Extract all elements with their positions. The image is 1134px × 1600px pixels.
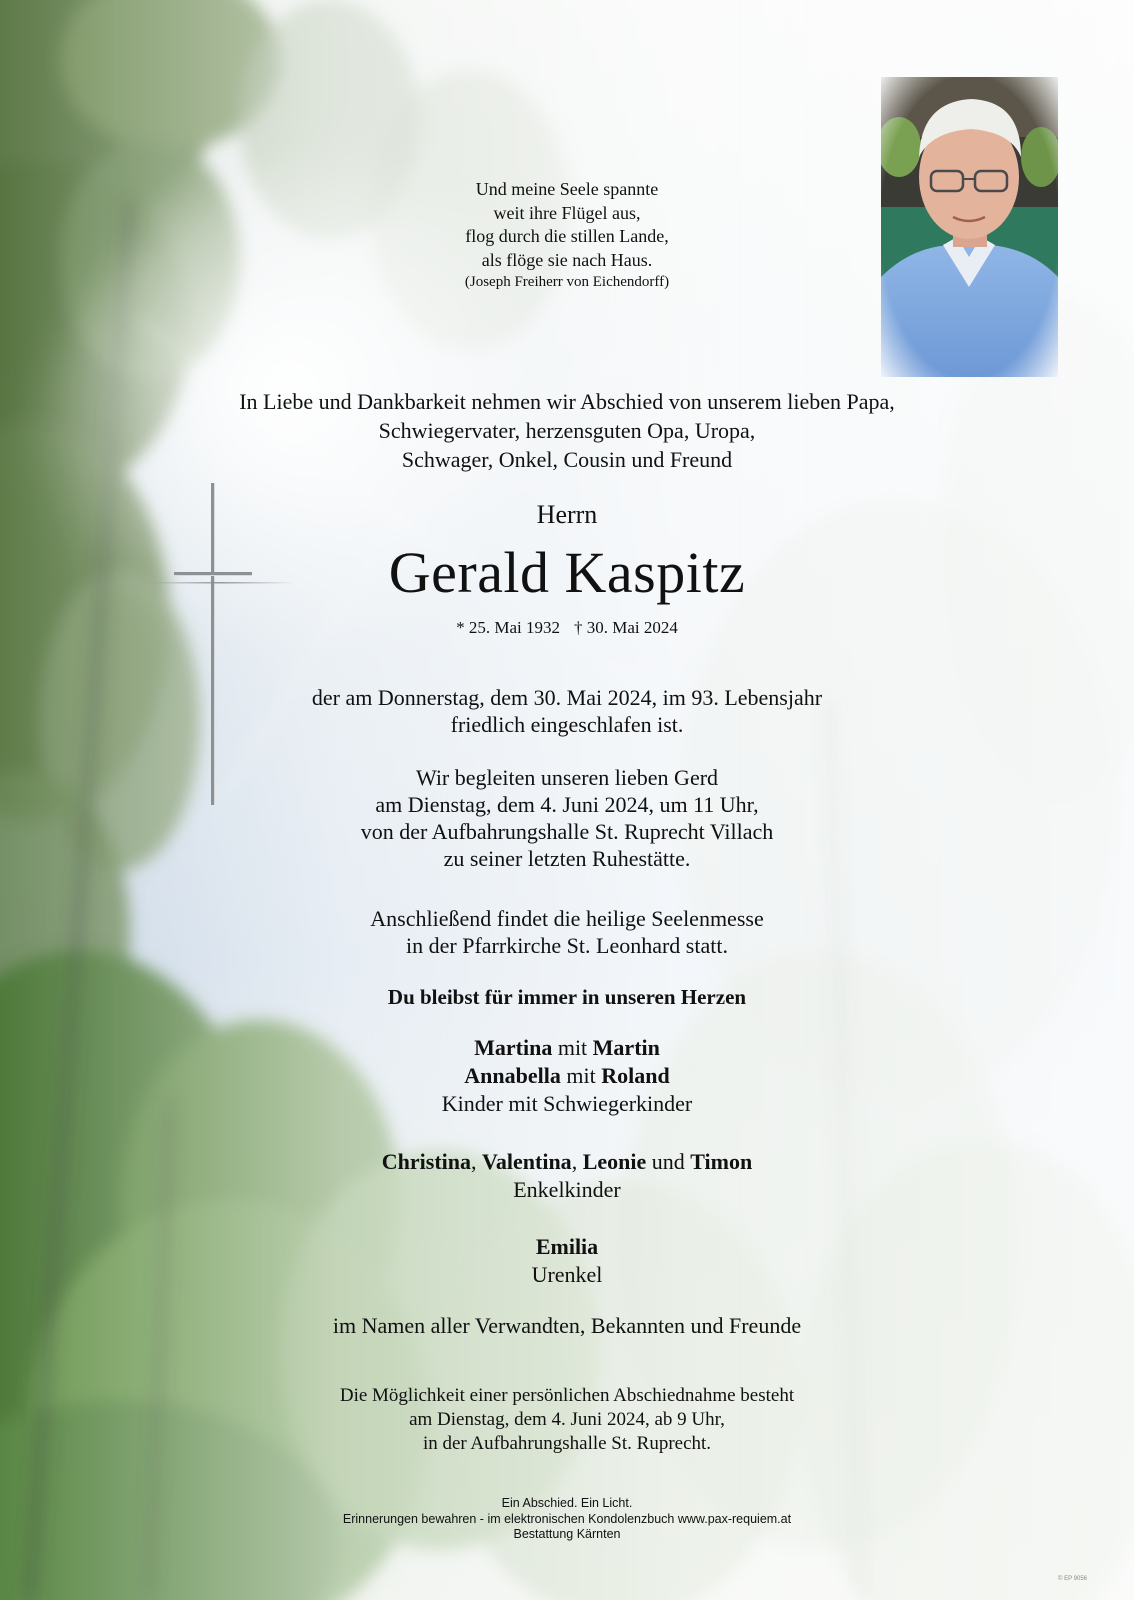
- separator: und: [646, 1149, 691, 1174]
- deceased-name: Gerald Kaspitz: [388, 540, 746, 605]
- greatgrandchild-name: Emilia: [535, 1234, 599, 1259]
- connector: mit: [552, 1035, 593, 1060]
- paragraph-line: friedlich eingeschlafen ist.: [450, 712, 684, 737]
- grandchildren-row: [0, 1148, 1134, 1176]
- poem-line: flog durch die stillen Lande,: [465, 226, 669, 246]
- children-row: [0, 1062, 1134, 1090]
- children-row: [0, 1034, 1134, 1062]
- motto: Du bleibst für immer in unseren Herzen: [387, 985, 747, 1009]
- paragraph-line: Wir begleiten unseren lieben Gerd: [415, 765, 719, 790]
- footer-line: Erinnerungen bewahren - im elektronischen Kondolenzbuch www.pax-requiem.at: [342, 1511, 792, 1526]
- grandchildren-group: [0, 1148, 1134, 1204]
- greatgrandchildren-label: Urenkel: [531, 1262, 603, 1287]
- child-name: Martina: [474, 1035, 553, 1060]
- funeral-paragraph: [0, 764, 1134, 872]
- footer-line: Ein Abschied. Ein Licht.: [501, 1496, 633, 1510]
- poem-line: als flöge sie nach Haus.: [481, 249, 653, 270]
- copyright-mark: © EP 9056: [1058, 1576, 1087, 1582]
- paragraph-line: zu seiner letzten Ruhestätte.: [443, 846, 691, 871]
- intro-line: Schwager, Onkel, Cousin und Freund: [401, 447, 733, 472]
- paragraph-line: von der Aufbahrungshalle St. Ruprecht Villach: [360, 819, 774, 844]
- viewing-line: am Dienstag, dem 4. Juni 2024, ab 9 Uhr,: [409, 1409, 725, 1430]
- life-dates: [0, 617, 1134, 639]
- poem-line: weit ihre Flügel aus,: [493, 202, 641, 223]
- closing-line: im Namen aller Verwandten, Bekannten und Freunde: [332, 1313, 802, 1338]
- grandchild-name: Timon: [690, 1149, 753, 1174]
- viewing-line: Die Möglichkeit einer persönlichen Abschiednahme besteht: [339, 1385, 795, 1406]
- intro-text: [0, 387, 1134, 474]
- birth-date: * 25. Mai 1932: [456, 618, 560, 637]
- child-name: Roland: [601, 1063, 670, 1088]
- viewing-info: [0, 1384, 1134, 1456]
- footer: [0, 1496, 1134, 1543]
- children-label: Kinder mit Schwiegerkinder: [441, 1091, 693, 1116]
- poem: [0, 178, 1134, 292]
- greatgrandchildren-group: [0, 1233, 1134, 1289]
- grandchild-name: Valentina: [482, 1149, 572, 1174]
- paragraph-line: Anschließend findet die heilige Seelenmesse: [370, 906, 764, 931]
- intro-line: In Liebe und Dankbarkeit nehmen wir Abschied von unserem lieben Papa,: [239, 389, 895, 414]
- connector: mit: [560, 1063, 602, 1088]
- viewing-line: in der Aufbahrungshalle St. Ruprecht.: [422, 1433, 712, 1454]
- footer-line: Bestattung Kärnten: [513, 1527, 621, 1541]
- intro-line: Schwiegervater, herzensguten Opa, Uropa,: [378, 418, 756, 443]
- grandchild-name: Christina: [381, 1149, 472, 1174]
- children-group: [0, 1034, 1134, 1118]
- grandchild-name: Leonie: [582, 1149, 647, 1174]
- child-name: Martin: [592, 1035, 660, 1060]
- mass-paragraph: [0, 905, 1134, 959]
- paragraph-line: der am Donnerstag, dem 30. Mai 2024, im 93. Lebensjahr: [311, 685, 823, 710]
- paragraph-line: in der Pfarrkirche St. Leonhard statt.: [406, 933, 728, 958]
- poem-line: Und meine Seele spannte: [475, 179, 659, 199]
- grandchildren-label: Enkelkinder: [513, 1177, 621, 1202]
- salutation: Herrn: [536, 500, 598, 529]
- separator: ,: [571, 1149, 583, 1174]
- paragraph-line: am Dienstag, dem 4. Juni 2024, um 11 Uhr,: [375, 792, 759, 817]
- death-date: † 30. Mai 2024: [574, 618, 678, 637]
- poem-author: (Joseph Freiherr von Eichendorff): [464, 274, 670, 290]
- child-name: Annabella: [464, 1063, 561, 1088]
- separator: ,: [471, 1149, 483, 1174]
- passing-paragraph: [0, 684, 1134, 738]
